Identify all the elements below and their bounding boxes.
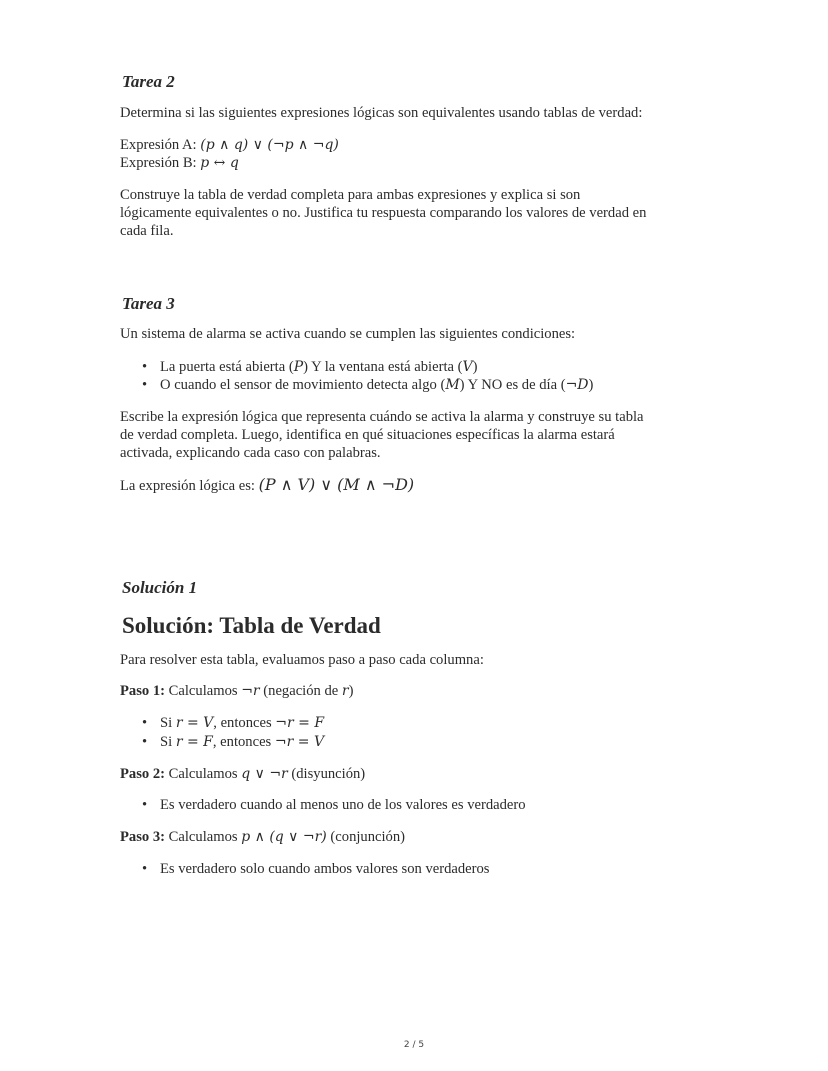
math: ¬r bbox=[241, 683, 260, 699]
t: (negación de bbox=[259, 683, 342, 699]
t: ) bbox=[588, 377, 594, 393]
expression-b bbox=[120, 154, 239, 172]
t: La puerta está abierta ( bbox=[160, 359, 294, 375]
tarea2-title: Tarea 2 bbox=[122, 72, 175, 91]
math: P bbox=[293, 359, 304, 375]
list-item bbox=[146, 358, 478, 376]
t: Si bbox=[160, 734, 176, 750]
page-number: 2 / 5 bbox=[403, 1040, 425, 1050]
solution-intro: Para resolver esta tabla, evaluamos paso a paso cada columna: bbox=[120, 652, 484, 668]
t: ) bbox=[472, 359, 478, 375]
tarea3-title: Tarea 3 bbox=[122, 294, 175, 313]
label: Paso 3: bbox=[120, 829, 165, 845]
math: r bbox=[341, 683, 349, 699]
t: (disyunción) bbox=[287, 766, 366, 782]
solucion1-title: Solución 1 bbox=[122, 578, 198, 597]
list-item bbox=[146, 376, 593, 394]
t: Calculamos bbox=[165, 683, 242, 699]
t: (conjunción) bbox=[326, 829, 405, 845]
math: (P ∧ V) ∨ (M ∧ ¬D) bbox=[258, 475, 415, 494]
math: p ↔ q bbox=[200, 155, 239, 171]
math: r = V bbox=[175, 715, 214, 731]
tarea2-intro: Determina si las siguientes expresiones lógicas son equivalentes usando tablas de verdad: bbox=[120, 105, 643, 121]
t: ) Y la ventana está abierta ( bbox=[303, 359, 463, 375]
math: M bbox=[445, 377, 460, 393]
math: (p ∧ q) ∨ (¬p ∧ ¬q) bbox=[200, 137, 339, 153]
list-item bbox=[146, 860, 489, 878]
math: ¬r = F bbox=[275, 715, 325, 731]
math: ¬D bbox=[565, 377, 589, 393]
paragraph-line: activada, explicando cada caso con palabras. bbox=[120, 445, 381, 461]
label: Paso 1: bbox=[120, 683, 165, 699]
list-item bbox=[146, 733, 324, 751]
t: O cuando el sensor de movimiento detecta algo ( bbox=[160, 377, 446, 393]
t: Si bbox=[160, 715, 176, 731]
t: Es verdadero cuando al menos uno de los valores es verdadero bbox=[160, 797, 526, 813]
math: V bbox=[462, 359, 473, 375]
paragraph-line: lógicamente equivalentes o no. Justifica tu respuesta comparando los valores de verdad en bbox=[120, 205, 647, 221]
paso-2 bbox=[120, 765, 365, 783]
math: p ∧ (q ∨ ¬r) bbox=[241, 829, 327, 845]
t: , entonces bbox=[213, 715, 276, 731]
t: ) bbox=[348, 683, 354, 699]
math: q ∨ ¬r bbox=[241, 766, 288, 782]
t: Calculamos bbox=[165, 766, 242, 782]
label: Expresión B: bbox=[120, 155, 201, 171]
paragraph-line: Escribe la expresión lógica que representa cuándo se activa la alarma y construye su tabla bbox=[120, 409, 644, 425]
expression-a bbox=[120, 136, 339, 154]
t: ) Y NO es de día ( bbox=[459, 377, 566, 393]
paso-1 bbox=[120, 682, 353, 700]
solution-heading: Solución: Tabla de Verdad bbox=[122, 613, 381, 638]
list-item bbox=[146, 796, 526, 814]
label: Paso 2: bbox=[120, 766, 165, 782]
tarea3-intro: Un sistema de alarma se activa cuando se cumplen las siguientes condiciones: bbox=[120, 326, 576, 342]
paragraph-line: Construye la tabla de verdad completa para ambas expresiones y explica si son bbox=[120, 187, 581, 203]
list-item bbox=[146, 714, 324, 732]
label: Expresión A: bbox=[120, 137, 201, 153]
paragraph-line: de verdad completa. Luego, identifica en qué situaciones específicas la alarma estará bbox=[120, 427, 615, 443]
t: , entonces bbox=[212, 734, 275, 750]
math: ¬r = V bbox=[274, 734, 325, 750]
t: Es verdadero solo cuando ambos valores son verdaderos bbox=[160, 861, 490, 877]
label: La expresión lógica es: bbox=[120, 478, 259, 494]
t: Calculamos bbox=[165, 829, 242, 845]
alarm-expression bbox=[120, 476, 414, 495]
math: r = F bbox=[175, 734, 213, 750]
paragraph-line: cada fila. bbox=[120, 223, 174, 239]
paso-3 bbox=[120, 828, 405, 846]
